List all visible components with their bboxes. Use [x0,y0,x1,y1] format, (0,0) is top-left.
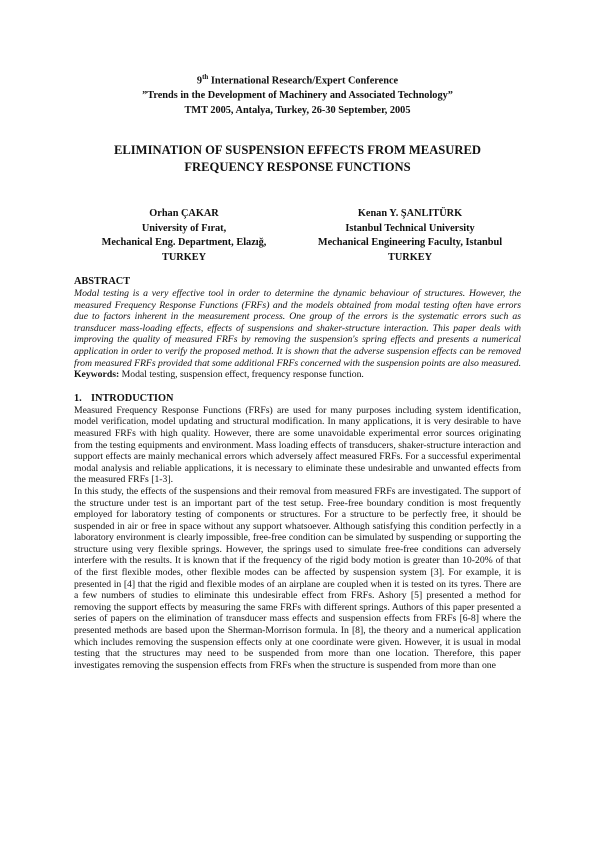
author-name: Kenan Y. ŞANLITÜRK [357,208,463,219]
author-affiliation: Istanbul Technical University [345,222,475,234]
conference-name: International Research/Expert Conference [208,75,399,87]
conference-line-2: ”Trends in the Development of Machinery and Associated Technology” [142,90,453,102]
section-title: INTRODUCTION [91,392,174,404]
abstract-heading: ABSTRACT [74,276,131,287]
author-block-1 [74,207,294,265]
paper-title-line-2: FREQUENCY RESPONSE FUNCTIONS [184,160,411,174]
author-affiliation: University of Fırat, [141,222,227,234]
author-block-2 [298,207,522,265]
conference-line-3: TMT 2005, Antalya, Turkey, 26-30 September, 2005 [184,105,411,117]
paper-body [74,276,521,671]
paper-title-line-1: ELIMINATION OF SUSPENSION EFFECTS FROM MEASURED [113,143,481,157]
paper-title [74,142,521,176]
conference-ordinal: 9 [196,75,203,87]
author-country: TURKEY [387,251,433,263]
section-number: 1. [74,392,82,404]
conference-line-1 [74,70,521,88]
section-heading [74,393,521,405]
abstract-text: Modal testing is a very effective tool in order to determine the dynamic behaviour of structures. However, the measured Frequency Response Functions (FRFs) and the models obtained from modal testing often have errors due to factors inherent in the measurement process. One group of the errors is the systematic errors such as transducer mass-loading effects, effects of suspensions and shaker-structure interaction. This paper deals with improving the quality of measured FRFs by removing the suspension's spring effects and presents a numerical application in order to verify the proposed method. It is shown that the adverse suspension effects can be removed from measured FRFs provided that some additional FRFs concerned with the suspension points are also measured. [74,288,522,369]
conference-ordinal-suffix: th [202,73,209,81]
conference-header [74,70,521,118]
author-department: Mechanical Eng. Department, Elazığ, [101,237,267,248]
keywords-list: Modal testing, suspension effect, frequency response function. [119,369,364,381]
author-department: Mechanical Engineering Faculty, Istanbul [317,237,503,248]
author-country: TURKEY [161,251,207,263]
keywords [74,369,521,381]
keywords-label: Keywords: [74,369,120,381]
intro-paragraph-1: Measured Frequency Response Functions (FRFs) are used for many purposes including system identification, model verification, model updating and structural modification. In many applications, it is very desirable to have measured FRFs with high quality. However, there are some unavoidable experimental error sources originating from the testing equipments and environment. Mass loading effects of transducers, shaker-structure interaction and support effects are mainly mechanical errors which adversely affect measured FRFs. For a successful experimental modal analysis and reliable applications, it is necessary to eliminate these undesirable and unwanted effects from the measured FRFs [1-3]. [74,404,521,486]
intro-paragraph-2: In this study, the effects of the suspensions and their removal from measured FRFs are investigated. The support of the structure under test is an important part of the test setup. Free-free boundary condition is most frequently employed for laboratory testing of components or structures. For a structure to be perfectly free, it should be suspended in air or free in space without any support whatsoever. Although satisfying this condition perfectly in a laboratory environment is clearly impossible, free-free condition can be simulated by suspending or supporting the structure using very flexible springs. However, the springs used to simulate free-free conditions can adversely interfere with the results. It is known that if the frequency of the rigid body motion is greater than 10-20% of that of the first flexible modes, other flexible modes can be affected by suspension system [3]. For example, it is presented in [4] that the rigid and flexible modes of an airplane are coupled when it is tested on its tyres. There are a few numbers of studies to eliminate this undesirable effect from FRFs. Ashory [5] presented a method for removing the support effects by measuring the same FRFs with different springs. Authors of this paper presented a series of papers on the elimination of transducer mass effects and suspension effects from FRFs [6-8] where the presented methods are based upon the Sherman-Morrison formula. In [8], the theory and a numerical application which includes removing the suspension effects only at one coordinate were given. However, it is usual in modal testing that the structures may need to be suspended from more than one location. Therefore, this paper investigates removing the suspension effects from FRFs when the structure is suspended from more than one [74,485,521,671]
author-name: Orhan ÇAKAR [149,208,219,219]
